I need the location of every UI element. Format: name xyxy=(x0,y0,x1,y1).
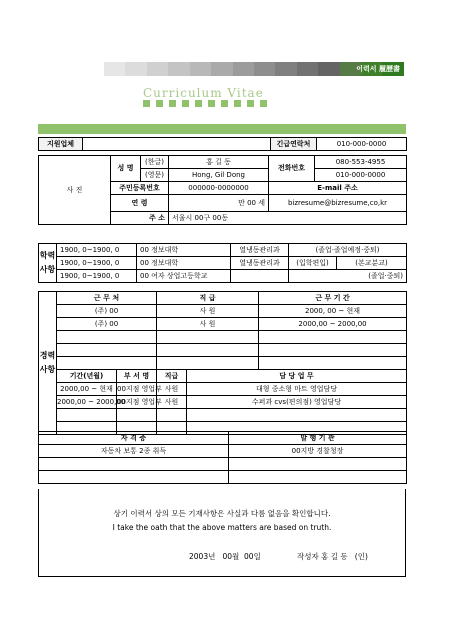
license-table xyxy=(38,431,407,484)
address-label: 주 소 xyxy=(111,212,169,225)
edu-school[interactable]: 00 정보대학 xyxy=(137,244,231,257)
oath-box xyxy=(38,489,406,577)
career-period[interactable]: 2000,00 ~ 2000,00 xyxy=(259,318,407,331)
career-empty[interactable] xyxy=(259,344,407,357)
phone2[interactable]: 010-000-0000 xyxy=(315,169,407,182)
oath-signer: 작성자 홍 길 동 (인) xyxy=(297,552,368,561)
edu-extra[interactable]: (본교분교) xyxy=(337,257,407,270)
header-label-wrap xyxy=(104,62,404,76)
duty-empty[interactable] xyxy=(57,409,117,422)
hangul-value[interactable]: 홍 길 동 xyxy=(169,156,269,169)
duty-head-dept: 부 서 명 xyxy=(117,370,157,383)
email-value[interactable]: bizresume@bizresume,co,kr xyxy=(269,195,407,212)
oath-korean: 상기 이력서 상의 모든 기재사항은 사실과 다름 없음을 확인합니다. xyxy=(113,509,331,518)
duty-empty[interactable] xyxy=(117,409,157,422)
edu-major[interactable] xyxy=(231,270,289,283)
license-empty[interactable] xyxy=(229,458,407,471)
license-head-name: 자 격 증 xyxy=(39,432,229,445)
career-workplace[interactable]: (주) 00 xyxy=(57,318,157,331)
field-value[interactable] xyxy=(83,138,271,151)
duty-duty[interactable]: 대형 중소형 마트 영업담당 xyxy=(187,383,407,396)
license-empty[interactable] xyxy=(39,471,229,484)
license-issuer[interactable]: 00지방 경찰청장 xyxy=(229,445,407,458)
edu-major[interactable]: 열냉동관리과 xyxy=(231,257,289,270)
field-label: 지원업체 xyxy=(39,138,83,151)
edu-period[interactable]: 1900, 0~1900, 0 xyxy=(57,270,137,283)
duty-empty[interactable] xyxy=(157,409,187,422)
contact-label: 긴급연락처 xyxy=(271,138,317,151)
career-head-position: 직 급 xyxy=(157,292,259,305)
edu-school[interactable]: 00 정보대학 xyxy=(137,257,231,270)
edu-period[interactable]: 1900, 0~1900, 0 xyxy=(57,244,137,257)
applicant-table xyxy=(38,137,407,151)
license-head-issuer: 발 행 기 관 xyxy=(229,432,407,445)
age-label: 연 령 xyxy=(111,195,169,212)
phone1[interactable]: 080-553-4955 xyxy=(315,156,407,169)
id-value[interactable]: 000000-0000000 xyxy=(169,182,269,195)
green-band xyxy=(38,124,406,134)
email-label: E-mail 주소 xyxy=(269,182,407,195)
oath-date: 2003년 00월 00일 xyxy=(189,552,261,561)
duty-position[interactable]: 사원 xyxy=(157,396,187,409)
duty-empty[interactable] xyxy=(187,409,407,422)
hangul-label: (한글) xyxy=(141,156,169,169)
english-label: (영문) xyxy=(141,169,169,182)
career-empty[interactable] xyxy=(259,357,407,370)
edu-status[interactable]: (졸업·졸업예정·중퇴) xyxy=(289,244,407,257)
career-position[interactable]: 사 원 xyxy=(157,305,259,318)
edu-status[interactable]: (졸업·중퇴) xyxy=(289,270,407,283)
duty-dept[interactable]: 00지점 영업부 xyxy=(117,383,157,396)
career-empty[interactable] xyxy=(157,331,259,344)
career-empty[interactable] xyxy=(259,331,407,344)
edu-school[interactable]: 00 여자 상업고등학교 xyxy=(137,270,231,283)
address-value[interactable]: 서울시 00구 00동 xyxy=(169,212,407,225)
career-empty[interactable] xyxy=(57,331,157,344)
license-name[interactable]: 자동차 보통 2종 취득 xyxy=(39,445,229,458)
name-label: 성 명 xyxy=(111,156,141,182)
education-table xyxy=(38,243,407,283)
cv-title: Curriculum Vitae xyxy=(143,86,264,100)
duty-head-position: 직급 xyxy=(157,370,187,383)
oath-english: I take the oath that the above matters are based on truth. xyxy=(112,523,332,532)
id-label: 주민등록번호 xyxy=(111,182,169,195)
duty-head-duty: 담 당 업 무 xyxy=(187,370,407,383)
edu-period[interactable]: 1900, 0~1900, 0 xyxy=(57,257,137,270)
contact-value[interactable]: 010-000-0000 xyxy=(317,138,407,151)
career-empty[interactable] xyxy=(57,357,157,370)
career-empty[interactable] xyxy=(157,344,259,357)
decorative-squares xyxy=(143,100,273,107)
duty-position[interactable]: 사원 xyxy=(157,383,187,396)
education-label: 학력사항 xyxy=(39,244,57,283)
edu-major[interactable]: 열냉동관리과 xyxy=(231,244,289,257)
career-empty[interactable] xyxy=(57,344,157,357)
license-empty[interactable] xyxy=(39,458,229,471)
career-head-period: 근 무 기 간 xyxy=(259,292,407,305)
career-head-workplace: 근 무 처 xyxy=(57,292,157,305)
age-value[interactable]: 만 00 세 xyxy=(169,195,269,212)
photo-cell xyxy=(39,156,111,225)
duty-dept[interactable]: 00지점 영업부 xyxy=(117,396,157,409)
license-empty[interactable] xyxy=(229,471,407,484)
career-period[interactable]: 2000, 00 ~ 현재 xyxy=(259,305,407,318)
personal-table xyxy=(38,155,407,225)
duty-period[interactable]: 2000,00 ~ 2000,00 xyxy=(57,396,117,409)
photo-label: 사 진 xyxy=(66,185,83,194)
duty-head-period: 기간(년월) xyxy=(57,370,117,383)
career-workplace[interactable]: (주) 00 xyxy=(57,305,157,318)
english-value[interactable]: Hong, Gil Dong xyxy=(169,169,269,182)
career-label: 경력사항 xyxy=(39,292,57,435)
career-position[interactable]: 사 원 xyxy=(157,318,259,331)
career-empty[interactable] xyxy=(157,357,259,370)
duty-duty[interactable]: 수퍼과 cvs(편의점) 영업담당 xyxy=(187,396,407,409)
header-label: 이력서 履歷書 xyxy=(356,65,400,73)
career-table xyxy=(38,291,407,435)
phone-label: 전화번호 xyxy=(269,156,315,182)
duty-period[interactable]: 2000,00 ~ 현재 xyxy=(57,383,117,396)
edu-status[interactable]: (입학편입) xyxy=(289,257,337,270)
